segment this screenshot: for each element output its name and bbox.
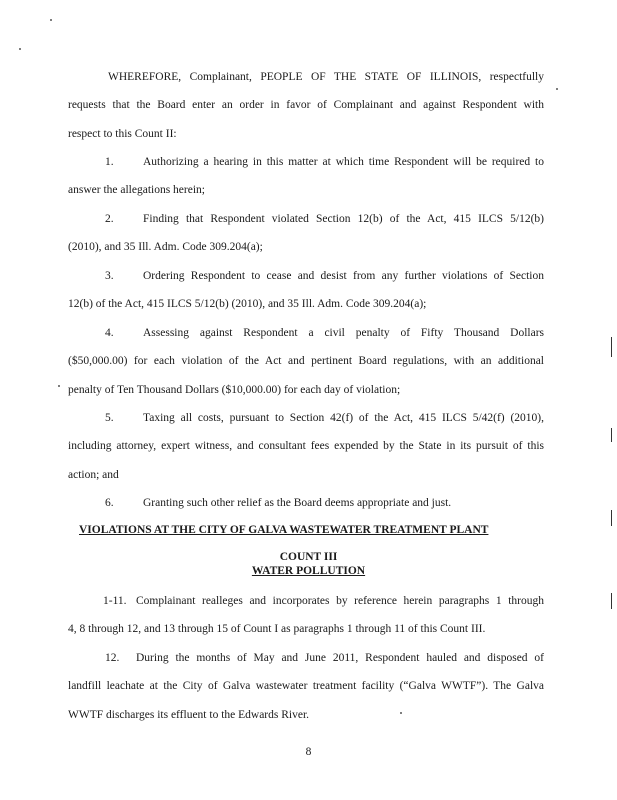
- scan-speck: [50, 19, 52, 21]
- paragraph-12-line-3: WWTF discharges its effluent to the Edwards River.: [68, 709, 310, 721]
- item-3-line-2: 12(b) of the Act, 415 ILCS 5/12(b) (2010), and 35 Ill. Adm. Code 309.204(a);: [68, 298, 427, 310]
- paragraph-1-11-number: 1-11.: [103, 595, 127, 607]
- wherefore-line-2: requests that the Board enter an order in favor of Complainant and against Respondent with: [68, 99, 544, 111]
- item-3-number: 3.: [105, 270, 114, 282]
- scan-speck: [556, 88, 558, 90]
- scan-speck: [58, 385, 60, 387]
- item-3-line-1: Ordering Respondent to cease and desist from any further violations of Section: [143, 270, 544, 282]
- item-5-line-3: action; and: [68, 469, 119, 481]
- item-6-line-1: Granting such other relief as the Board deems appropriate and just.: [143, 497, 452, 509]
- page-number: 8: [305, 746, 312, 758]
- section-heading: VIOLATIONS AT THE CITY OF GALVA WASTEWATER TREATMENT PLANT: [79, 524, 489, 536]
- item-5-line-2: including attorney, expert witness, and consultant fees expended by the State in its pursuit of this: [68, 440, 544, 452]
- item-6-number: 6.: [105, 497, 114, 509]
- paragraph-12-number: 12.: [105, 652, 120, 664]
- item-1-number: 1.: [105, 156, 114, 168]
- item-1-line-2: answer the allegations herein;: [68, 184, 205, 196]
- item-4-line-1: Assessing against Respondent a civil penalty of Fifty Thousand Dollars: [143, 327, 544, 339]
- paragraph-1-11-line-2: 4, 8 through 12, and 13 through 15 of Count I as paragraphs 1 through 11 of this Count III.: [68, 623, 486, 635]
- margin-mark: [611, 510, 612, 526]
- item-5-line-1: Taxing all costs, pursuant to Section 42(f) of the Act, 415 ILCS 5/42(f) (2010),: [143, 412, 544, 424]
- item-4-number: 4.: [105, 327, 114, 339]
- item-1-line-1: Authorizing a hearing in this matter at which time Respondent will be required to: [143, 156, 544, 168]
- count-title: COUNT III: [279, 551, 338, 563]
- margin-mark: [611, 428, 612, 442]
- paragraph-1-11-line-1: Complainant realleges and incorporates by reference herein paragraphs 1 through: [136, 595, 544, 607]
- paragraph-12-line-1: During the months of May and June 2011, Respondent hauled and disposed of: [136, 652, 544, 664]
- wherefore-line-3: respect to this Count II:: [68, 128, 177, 140]
- item-2-line-2: (2010), and 35 Ill. Adm. Code 309.204(a);: [68, 241, 263, 253]
- paragraph-12-line-2: landfill leachate at the City of Galva wastewater treatment facility (“Galva WWTF”). The Galva: [68, 680, 544, 692]
- item-2-line-1: Finding that Respondent violated Section 12(b) of the Act, 415 ILCS 5/12(b): [143, 213, 544, 225]
- item-4-line-3: penalty of Ten Thousand Dollars ($10,000.00) for each day of violation;: [68, 384, 401, 396]
- margin-mark: [611, 593, 612, 609]
- item-2-number: 2.: [105, 213, 114, 225]
- wherefore-line-1: WHEREFORE, Complainant, PEOPLE OF THE STATE OF ILLINOIS, respectfully: [108, 71, 544, 83]
- item-4-line-2: ($50,000.00) for each violation of the Act and pertinent Board regulations, with an additional: [68, 355, 544, 367]
- item-5-number: 5.: [105, 412, 114, 424]
- scan-speck: [400, 712, 402, 714]
- scan-speck: [19, 48, 21, 50]
- count-subtitle: WATER POLLUTION: [251, 565, 366, 577]
- margin-mark: [611, 337, 612, 357]
